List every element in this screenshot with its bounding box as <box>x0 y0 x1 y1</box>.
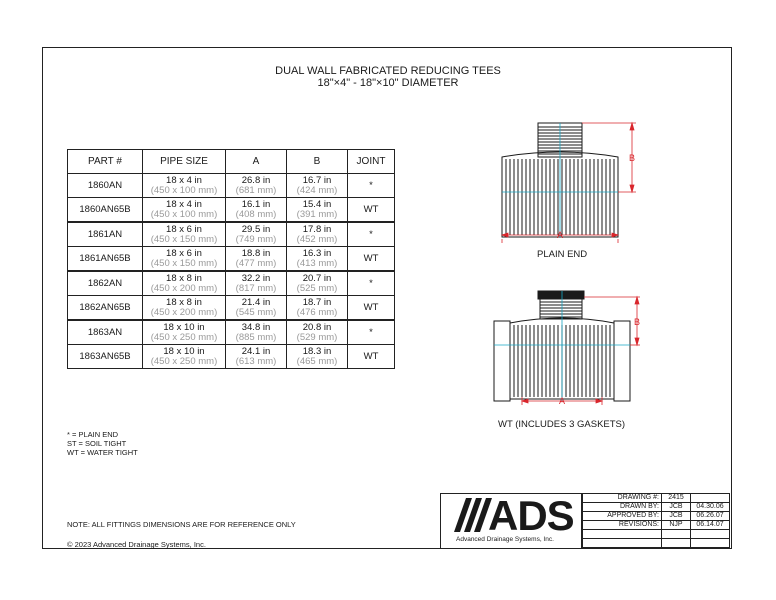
dim-b-in: 16.3 in <box>302 247 332 259</box>
dim-a-label: A <box>558 396 566 406</box>
reference-note: NOTE: ALL FITTINGS DIMENSIONS ARE FOR REFERENCE ONLY <box>67 520 296 529</box>
dim-b-mm: (476 mm) <box>296 306 338 318</box>
dim-a-mm: (408 mm) <box>235 208 277 220</box>
pipe-size-in: 18 x 10 in <box>163 345 205 357</box>
drawing-number-label: DRAWING #: <box>583 494 662 503</box>
dim-b-mm: (452 mm) <box>296 233 338 245</box>
dim-b-label: B <box>633 317 641 327</box>
ads-logo-word: ADS <box>488 492 574 539</box>
pipe-size-mm: (450 x 150 mm) <box>150 233 218 245</box>
dim-a-in: 18.8 in <box>241 247 271 259</box>
approved-by-initials: JCB <box>662 512 691 521</box>
right-bell <box>614 321 630 401</box>
left-bell <box>494 321 510 401</box>
part-number: 1860AN <box>87 180 123 191</box>
dim-a-label: A <box>556 230 564 240</box>
dim-a-in: 24.1 in <box>241 345 271 357</box>
header-part: PART # <box>68 150 143 174</box>
pipe-size-mm: (450 x 150 mm) <box>150 257 218 269</box>
pipe-size-mm: (450 x 250 mm) <box>150 355 218 367</box>
ads-slash-logo-icon <box>452 498 492 534</box>
joint-type: WT <box>363 302 379 313</box>
table-row <box>68 174 395 198</box>
table-row <box>68 296 395 321</box>
title-block-row <box>583 494 730 503</box>
header-pipe-size: PIPE SIZE <box>143 150 226 174</box>
dimension-b <box>584 297 640 345</box>
plain-end-tee-drawing <box>490 115 650 245</box>
part-number: 1862AN65B <box>79 302 131 313</box>
dim-b-in: 20.8 in <box>302 321 332 333</box>
pipe-size-mm: (450 x 200 mm) <box>150 306 218 318</box>
ads-logo-subtitle: Advanced Drainage Systems, Inc. <box>456 536 554 543</box>
pipe-size-mm: (450 x 100 mm) <box>150 208 218 220</box>
copyright: © 2023 Advanced Drainage Systems, Inc. <box>67 540 206 549</box>
revisions-label: REVISIONS: <box>583 521 662 530</box>
revisions-date: 06.14.07 <box>691 521 730 530</box>
part-number: 1863AN65B <box>79 351 131 362</box>
legend-soil-tight: ST = SOIL TIGHT <box>67 439 127 448</box>
part-number: 1860AN65B <box>79 204 131 215</box>
joint-type: * <box>369 229 373 240</box>
plain-end-caption: PLAIN END <box>537 249 588 260</box>
table-row <box>68 222 395 247</box>
table-row <box>68 198 395 223</box>
spec-table-header <box>68 150 395 174</box>
pipe-size-mm: (450 x 200 mm) <box>150 282 218 294</box>
dim-b-label: B <box>628 153 636 163</box>
pipe-size-mm: (450 x 250 mm) <box>150 331 218 343</box>
dim-b-mm: (525 mm) <box>296 282 338 294</box>
dim-b-mm: (413 mm) <box>296 257 338 269</box>
approved-by-date: 06.26.07 <box>691 512 730 521</box>
dim-a-mm: (681 mm) <box>235 184 277 196</box>
pipe-size-in: 18 x 4 in <box>166 174 202 186</box>
table-row <box>68 247 395 272</box>
dim-a-mm: (613 mm) <box>235 355 277 367</box>
header-joint: JOINT <box>348 150 395 174</box>
dim-b-in: 17.8 in <box>302 223 332 235</box>
bell-gasket <box>538 291 584 299</box>
title-block-row <box>583 512 730 521</box>
header-a: A <box>226 150 287 174</box>
dim-b-in: 15.4 in <box>302 198 332 210</box>
dim-a-in: 34.8 in <box>241 321 271 333</box>
joint-type: WT <box>363 204 379 215</box>
drawing-subtitle: 18"×4" - 18"×10" DIAMETER <box>317 77 459 89</box>
joint-type: * <box>369 327 373 338</box>
title-block <box>582 493 730 548</box>
part-number: 1861AN <box>87 229 123 240</box>
dim-a-in: 26.8 in <box>241 174 271 186</box>
wt-tee-drawing <box>490 283 650 413</box>
dim-b-in: 18.7 in <box>302 296 332 308</box>
wt-caption: WT (INCLUDES 3 GASKETS) <box>498 419 626 430</box>
dim-b-mm: (391 mm) <box>296 208 338 220</box>
dim-b-in: 16.7 in <box>302 174 332 186</box>
drawn-by-label: DRAWN BY: <box>583 503 662 512</box>
pipe-size-in: 18 x 6 in <box>166 247 202 259</box>
table-row <box>68 345 395 369</box>
table-row <box>68 271 395 296</box>
pipe-size-in: 18 x 4 in <box>166 198 202 210</box>
dim-b-in: 20.7 in <box>302 272 332 284</box>
drawn-by-date: 04.30.06 <box>691 503 730 512</box>
dim-a-mm: (545 mm) <box>235 306 277 318</box>
joint-type: WT <box>363 253 379 264</box>
dim-a-in: 21.4 in <box>241 296 271 308</box>
pipe-size-in: 18 x 8 in <box>166 296 202 308</box>
pipe-size-in: 18 x 6 in <box>166 223 202 235</box>
dim-a-mm: (477 mm) <box>235 257 277 269</box>
part-number: 1863AN <box>87 327 123 338</box>
dim-a-in: 29.5 in <box>241 223 271 235</box>
legend-plain-end: * = PLAIN END <box>67 430 119 439</box>
spec-table <box>67 149 395 369</box>
dim-b-mm: (424 mm) <box>296 184 338 196</box>
joint-type: * <box>369 278 373 289</box>
legend-water-tight: WT = WATER TIGHT <box>67 448 138 457</box>
dim-a-in: 16.1 in <box>241 198 271 210</box>
dim-b-mm: (465 mm) <box>296 355 338 367</box>
joint-type: * <box>369 180 373 191</box>
title-block-row <box>583 521 730 530</box>
dim-b-mm: (529 mm) <box>296 331 338 343</box>
drawing-title: DUAL WALL FABRICATED REDUCING TEES <box>275 65 501 77</box>
pipe-size-mm: (450 x 100 mm) <box>150 184 218 196</box>
joint-type: WT <box>363 351 379 362</box>
pipe-size-in: 18 x 10 in <box>163 321 205 333</box>
pipe-size-in: 18 x 8 in <box>166 272 202 284</box>
header-b: B <box>287 150 348 174</box>
part-number: 1862AN <box>87 278 123 289</box>
joint-legend <box>67 430 138 457</box>
dim-a-mm: (749 mm) <box>235 233 277 245</box>
dim-a-in: 32.2 in <box>241 272 271 284</box>
drawn-by-initials: JCB <box>662 503 691 512</box>
dim-b-in: 18.3 in <box>302 345 332 357</box>
part-number: 1861AN65B <box>79 253 131 264</box>
revisions-initials: NJP <box>662 521 691 530</box>
approved-by-label: APPROVED BY: <box>583 512 662 521</box>
drawing-number-value: 2415 <box>662 494 691 503</box>
dim-a-mm: (885 mm) <box>235 331 277 343</box>
title-block-row <box>583 503 730 512</box>
dim-a-mm: (817 mm) <box>235 282 277 294</box>
table-row <box>68 320 395 345</box>
